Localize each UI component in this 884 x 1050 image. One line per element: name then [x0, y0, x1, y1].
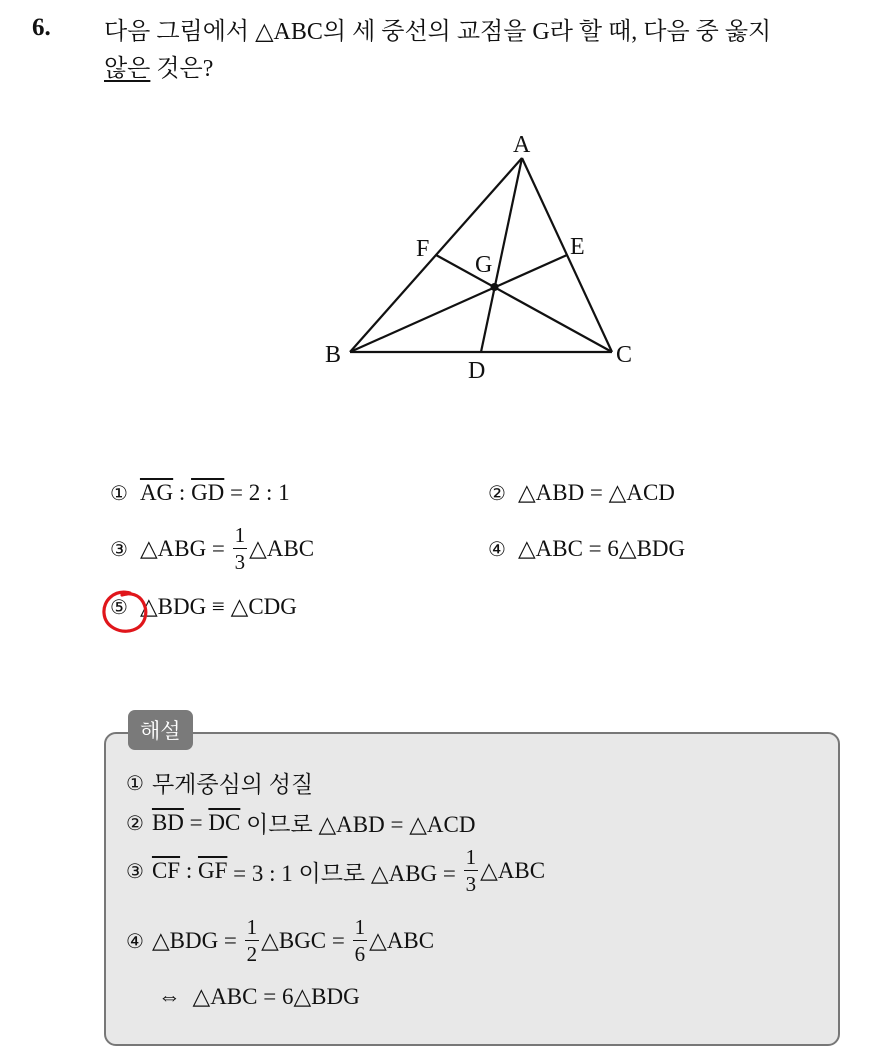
option-3-fraction — [233, 525, 248, 573]
option-4-text: △ABC = 6△BDG — [517, 536, 686, 561]
segment-gd: $\overline{GD}$ — [191, 480, 225, 505]
fraction-numerator: 1 — [246, 915, 258, 939]
solution-4-lhs: △BDG = — [151, 928, 243, 953]
segment-cf: $\overline{CF}$ — [151, 858, 181, 883]
solution-3-mid: = 3 : 1 이므로 △ABG = — [227, 860, 462, 886]
solution-4-number: ④ — [126, 929, 144, 953]
median-be — [350, 255, 567, 352]
fraction-numerator: 1 — [234, 523, 246, 547]
stem-main: 다음 그림에서 △ABC의 세 중선의 교점을 G라 할 때, 다음 중 옳지 — [104, 19, 772, 45]
option-1-rest: = 2 : 1 — [224, 480, 290, 505]
option-1-number: ① — [110, 481, 128, 505]
solution-line-3 — [126, 847, 545, 895]
option-3-lhs: △ABG = — [139, 536, 231, 561]
solution-4-fraction-2 — [353, 917, 368, 965]
segment-gf: $\overline{GF}$ — [197, 858, 228, 883]
label-b: B — [325, 342, 342, 368]
solution-4-mid: △BGC = — [261, 928, 351, 953]
solution-3-colon: : — [180, 858, 198, 883]
median-cf — [436, 255, 612, 352]
solution-3-rhs: △ABC — [480, 858, 546, 883]
label-a: A — [513, 132, 531, 158]
fraction-denominator: 3 — [234, 550, 246, 574]
side-ac — [522, 158, 612, 352]
option-5-text: △BDG ≡ △CDG — [139, 594, 297, 619]
option-4[interactable] — [488, 536, 685, 562]
solution-line-2 — [126, 806, 475, 839]
segment-dc: $\overline{DC}$ — [208, 809, 241, 835]
fraction-denominator: 3 — [465, 872, 477, 896]
fraction-numerator: 1 — [465, 845, 477, 869]
stem-underlined: 않은 — [104, 56, 151, 82]
centroid-point — [491, 283, 499, 291]
fraction-numerator: 1 — [354, 915, 366, 939]
option-1[interactable] — [110, 480, 290, 506]
solution-2-eq: = — [183, 809, 209, 835]
solution-5-text: ⇔ △ABC = 6△BDG — [158, 984, 360, 1009]
option-5-number: ⑤ — [110, 595, 128, 619]
solution-line-5 — [158, 984, 360, 1010]
triangle-figure — [318, 128, 658, 398]
solution-2-rest: 이므로 △ABD = △ACD — [240, 812, 476, 837]
option-4-number: ④ — [488, 537, 506, 561]
solution-2-number: ② — [126, 810, 144, 835]
option-2-text: △ABD = △ACD — [517, 480, 675, 505]
solution-line-4 — [126, 917, 434, 965]
stem-tail: 것은? — [150, 56, 214, 82]
option-3-number: ③ — [110, 537, 128, 561]
solution-1-text: 무게중심의 성질 — [151, 772, 314, 797]
solution-3-number: ③ — [126, 859, 144, 883]
label-e: E — [570, 234, 585, 260]
solution-4-fraction-1 — [245, 917, 260, 965]
label-f: F — [416, 236, 430, 262]
solution-3-fraction — [464, 847, 479, 895]
question-number: 6. — [32, 14, 51, 41]
solution-tag: 해설 — [128, 710, 193, 750]
fraction-denominator: 2 — [246, 942, 258, 966]
label-c: C — [616, 342, 633, 368]
solution-line-1 — [126, 766, 313, 799]
segment-ag: $\overline{AG}$ — [139, 480, 174, 505]
answer-circle-mark — [100, 587, 152, 637]
segment-bd: $\overline{BD}$ — [151, 809, 184, 835]
label-g: G — [475, 252, 493, 278]
option-2-number: ② — [488, 481, 506, 505]
option-1-colon: : — [173, 480, 192, 505]
label-d: D — [468, 358, 486, 384]
solution-1-number: ① — [126, 770, 144, 795]
question-stem — [104, 14, 864, 88]
option-3-rhs: △ABC — [249, 536, 315, 561]
fraction-denominator: 6 — [354, 942, 366, 966]
solution-4-rhs: △ABC — [369, 928, 435, 953]
option-2[interactable] — [488, 480, 675, 506]
option-3[interactable] — [110, 525, 314, 573]
